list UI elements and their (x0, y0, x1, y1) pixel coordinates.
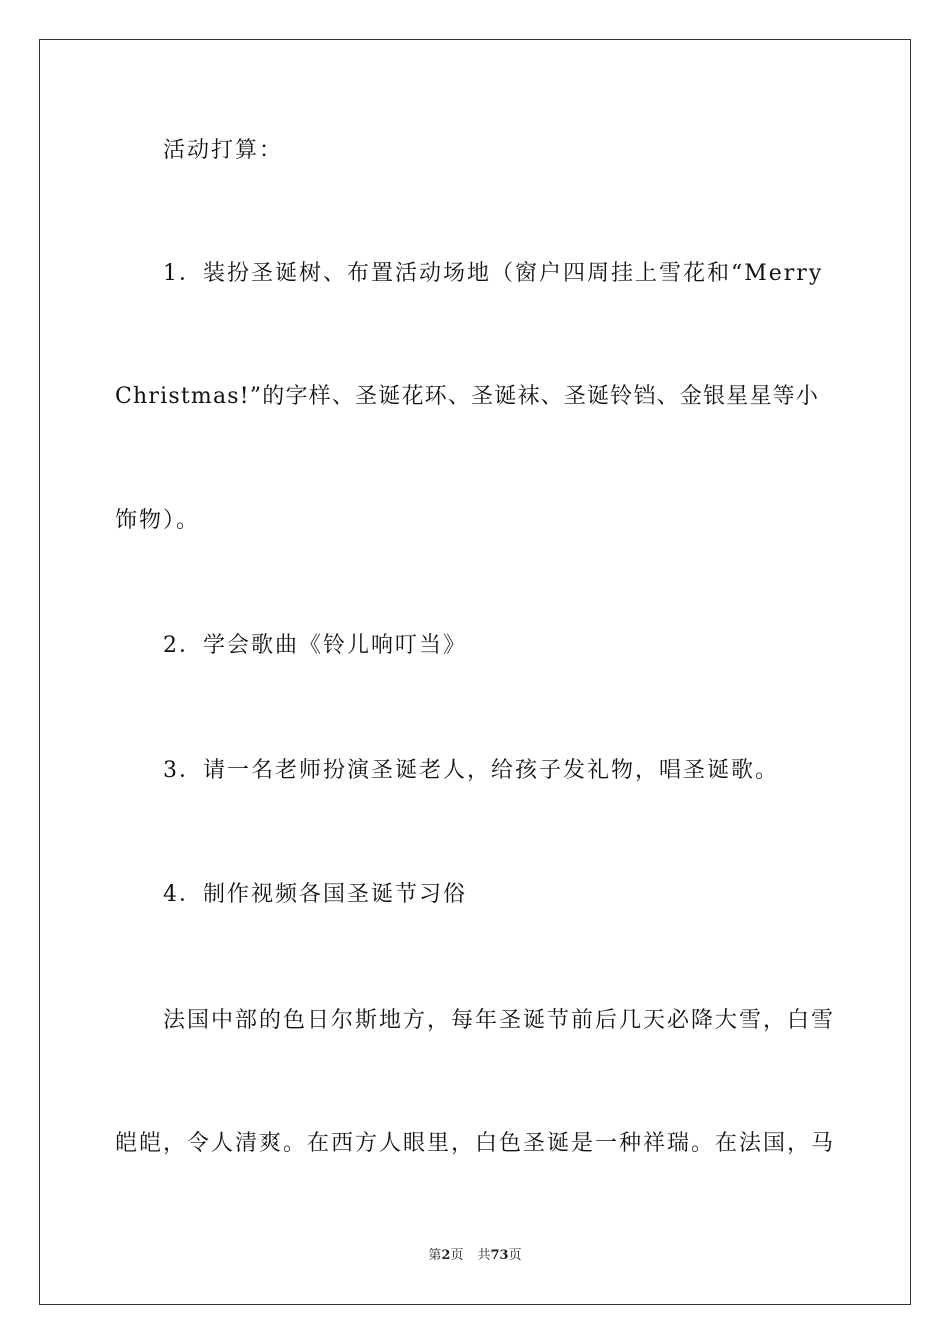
paragraph-line: Christmas!”的字样、圣诞花环、圣诞袜、圣诞铃铛、金银星星等小 (115, 384, 820, 409)
paragraph-line: 皑皑，令人清爽。在西方人眼里，白色圣诞是一种祥瑞。在法国，马 (115, 1131, 836, 1156)
paragraph-line: 2．学会歌曲《铃儿响叮当》 (163, 633, 467, 658)
paragraph-line: 3．请一名老师扮演圣诞老人，给孩子发礼物，唱圣诞歌。 (163, 758, 779, 783)
footer-total-pages: 73 (490, 1248, 509, 1263)
footer-total-prefix: 共 (477, 1248, 491, 1263)
footer-page-suffix: 页 (450, 1248, 464, 1263)
paragraph-line: 4．制作视频各国圣诞节习俗 (163, 882, 467, 907)
page-border (39, 39, 911, 1305)
footer-page-prefix: 第 (428, 1248, 442, 1263)
footer-total-suffix: 页 (508, 1248, 522, 1263)
footer-page-number: 2 (441, 1248, 451, 1263)
paragraph-line: 1．装扮圣诞树、布置活动场地（窗户四周挂上雪花和“Merry (163, 261, 824, 286)
paragraph-line: 法国中部的色日尔斯地方，每年圣诞节前后几天必降大雪，白雪 (163, 1008, 836, 1033)
paragraph-line: 饰物）。 (115, 508, 201, 533)
page-footer (0, 1247, 950, 1265)
paragraph-line: 活动打算： (163, 138, 284, 163)
